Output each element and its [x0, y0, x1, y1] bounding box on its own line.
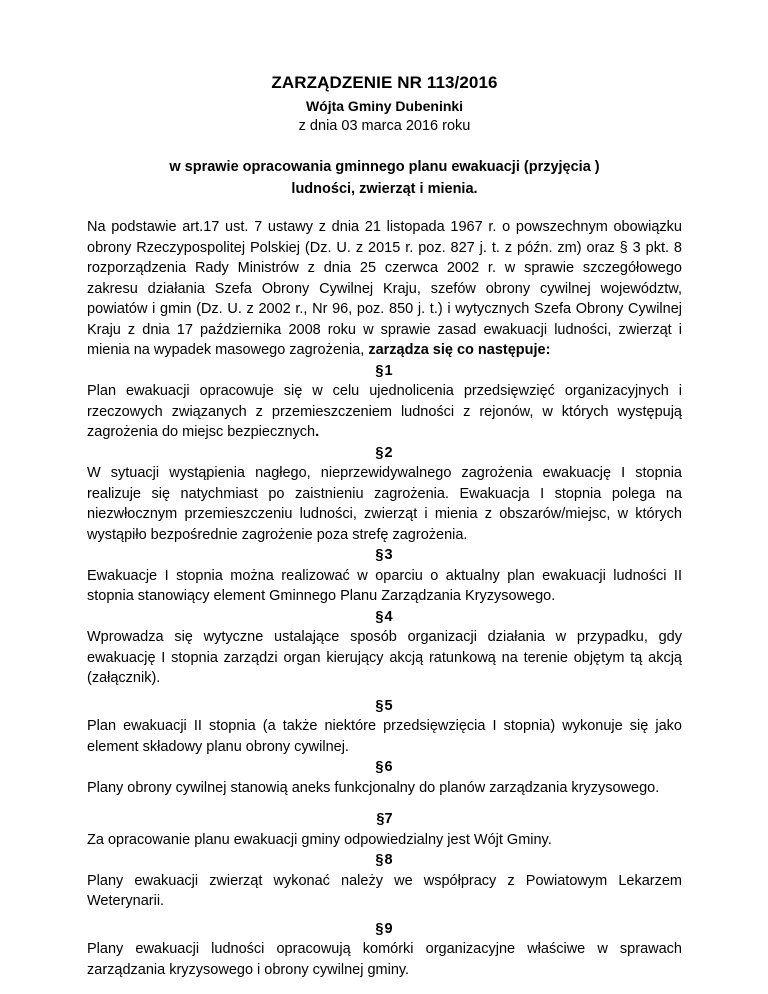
section-text-3: Ewakuacje I stopnia można realizować w oparciu o aktualny plan ewakuacji ludności II stopnia stanowiący element Gminnego Planu Zarządzania Kryzysowego.: [87, 567, 682, 604]
document-title: ZARZĄDZENIE NR 113/2016: [271, 73, 498, 92]
section-text-6: Plany obrony cywilnej stanowią aneks funkcjonalny do planów zarządzania kryzysowego.: [87, 779, 660, 796]
section-text-1: [87, 381, 682, 443]
section-mark-1: §1: [375, 362, 394, 379]
subject-line-2: ludności, zwierząt i mienia.: [291, 181, 478, 197]
section-mark-4: §4: [375, 608, 394, 625]
section-text-4: Wprowadza się wytyczne ustalające sposób organizacji działania w przypadku, gdy ewakuację I stopnia zarządzi organ kierujący akcją ratunkową na terenie objętym tą akcją (załącznik).: [87, 629, 682, 686]
section-1-body: Plan ewakuacji opracowuje się w celu ujednolicenia przedsięwzięć organizacyjnych i rzeczowych związanych z przemieszczeniem ludności z rejonów, w których występują zagrożenia do miejsc bezpiecznych: [87, 383, 682, 440]
document-subject: [87, 156, 682, 200]
preamble-decree-phrase: zarządza się co następuje:: [368, 342, 551, 358]
section-text-7: Za opracowanie planu ewakuacji gminy odpowiedzialny jest Wójt Gminy.: [87, 831, 552, 848]
legal-basis-preamble: [87, 217, 682, 361]
section-mark-5: §5: [375, 697, 394, 714]
document-page: [87, 72, 682, 980]
document-issuer: Wójta Gminy Dubeninki: [305, 98, 464, 114]
section-mark-9: §9: [375, 920, 394, 937]
section-text-5: Plan ewakuacji II stopnia (a także niektóre przedsięwzięcia I stopnia) wykonuje się jako element składowy planu obrony cywilnej.: [87, 718, 682, 755]
section-mark-8: §8: [375, 852, 394, 868]
section-mark-7: §7: [376, 811, 393, 827]
section-1-tail: .: [315, 424, 320, 440]
subject-line-1: w sprawie opracowania gminnego planu ewakuacji (przyjęcia ): [169, 159, 600, 175]
preamble-text: Na podstawie art.17 ust. 7 ustawy z dnia 21 listopada 1967 r. o powszechnym obowiązku obrony Rzeczypospolitej Polskiej (Dz. U. z 2015 r. poz. 827 j. t. z późn. zm) oraz § 3 pkt. 8 rozporządzenia Rady Ministrów z dnia 25 czerwca 2002 r. w sprawie szczegółowego zakresu działania Szefa Obrony Cywilnej Kraju, szefów obrony cywilnej województw, powiatów i gmin (Dz. U. z 2002 r., Nr 96, poz. 850 j. t.) i wytycznych Szefa Obrony Cywilnej Kraju z dnia 17 października 2008 roku w sprawie zasad ewakuacji ludności, zwierząt i mienia na wypadek masowego zagrożenia,: [87, 219, 682, 358]
section-text-9: Plany ewakuacji ludności opracowują komórki organizacyjne właściwe w sprawach zarządzania kryzysowego i obrony cywilnej gminy.: [87, 941, 682, 978]
document-date: z dnia 03 marca 2016 roku: [298, 118, 471, 134]
section-mark-3: §3: [375, 547, 394, 563]
section-mark-6: §6: [375, 759, 394, 775]
section-text-8: Plany ewakuacji zwierząt wykonać należy we współpracy z Powiatowym Lekarzem Weterynarii.: [87, 872, 682, 909]
section-mark-2: §2: [375, 444, 394, 461]
section-text-2: W sytuacji wystąpienia nagłego, nieprzewidywalnego zagrożenia ewakuację I stopnia realizuje się natychmiast po zaistnieniu zagrożenia. Ewakuacja I stopnia polega na niezwłocznym przemieszczeniu ludności, zwierząt i mienia z obszarów/miejsc, w których wystąpiło bezpośrednie zagrożenie poza strefę zagrożenia.: [87, 465, 682, 543]
